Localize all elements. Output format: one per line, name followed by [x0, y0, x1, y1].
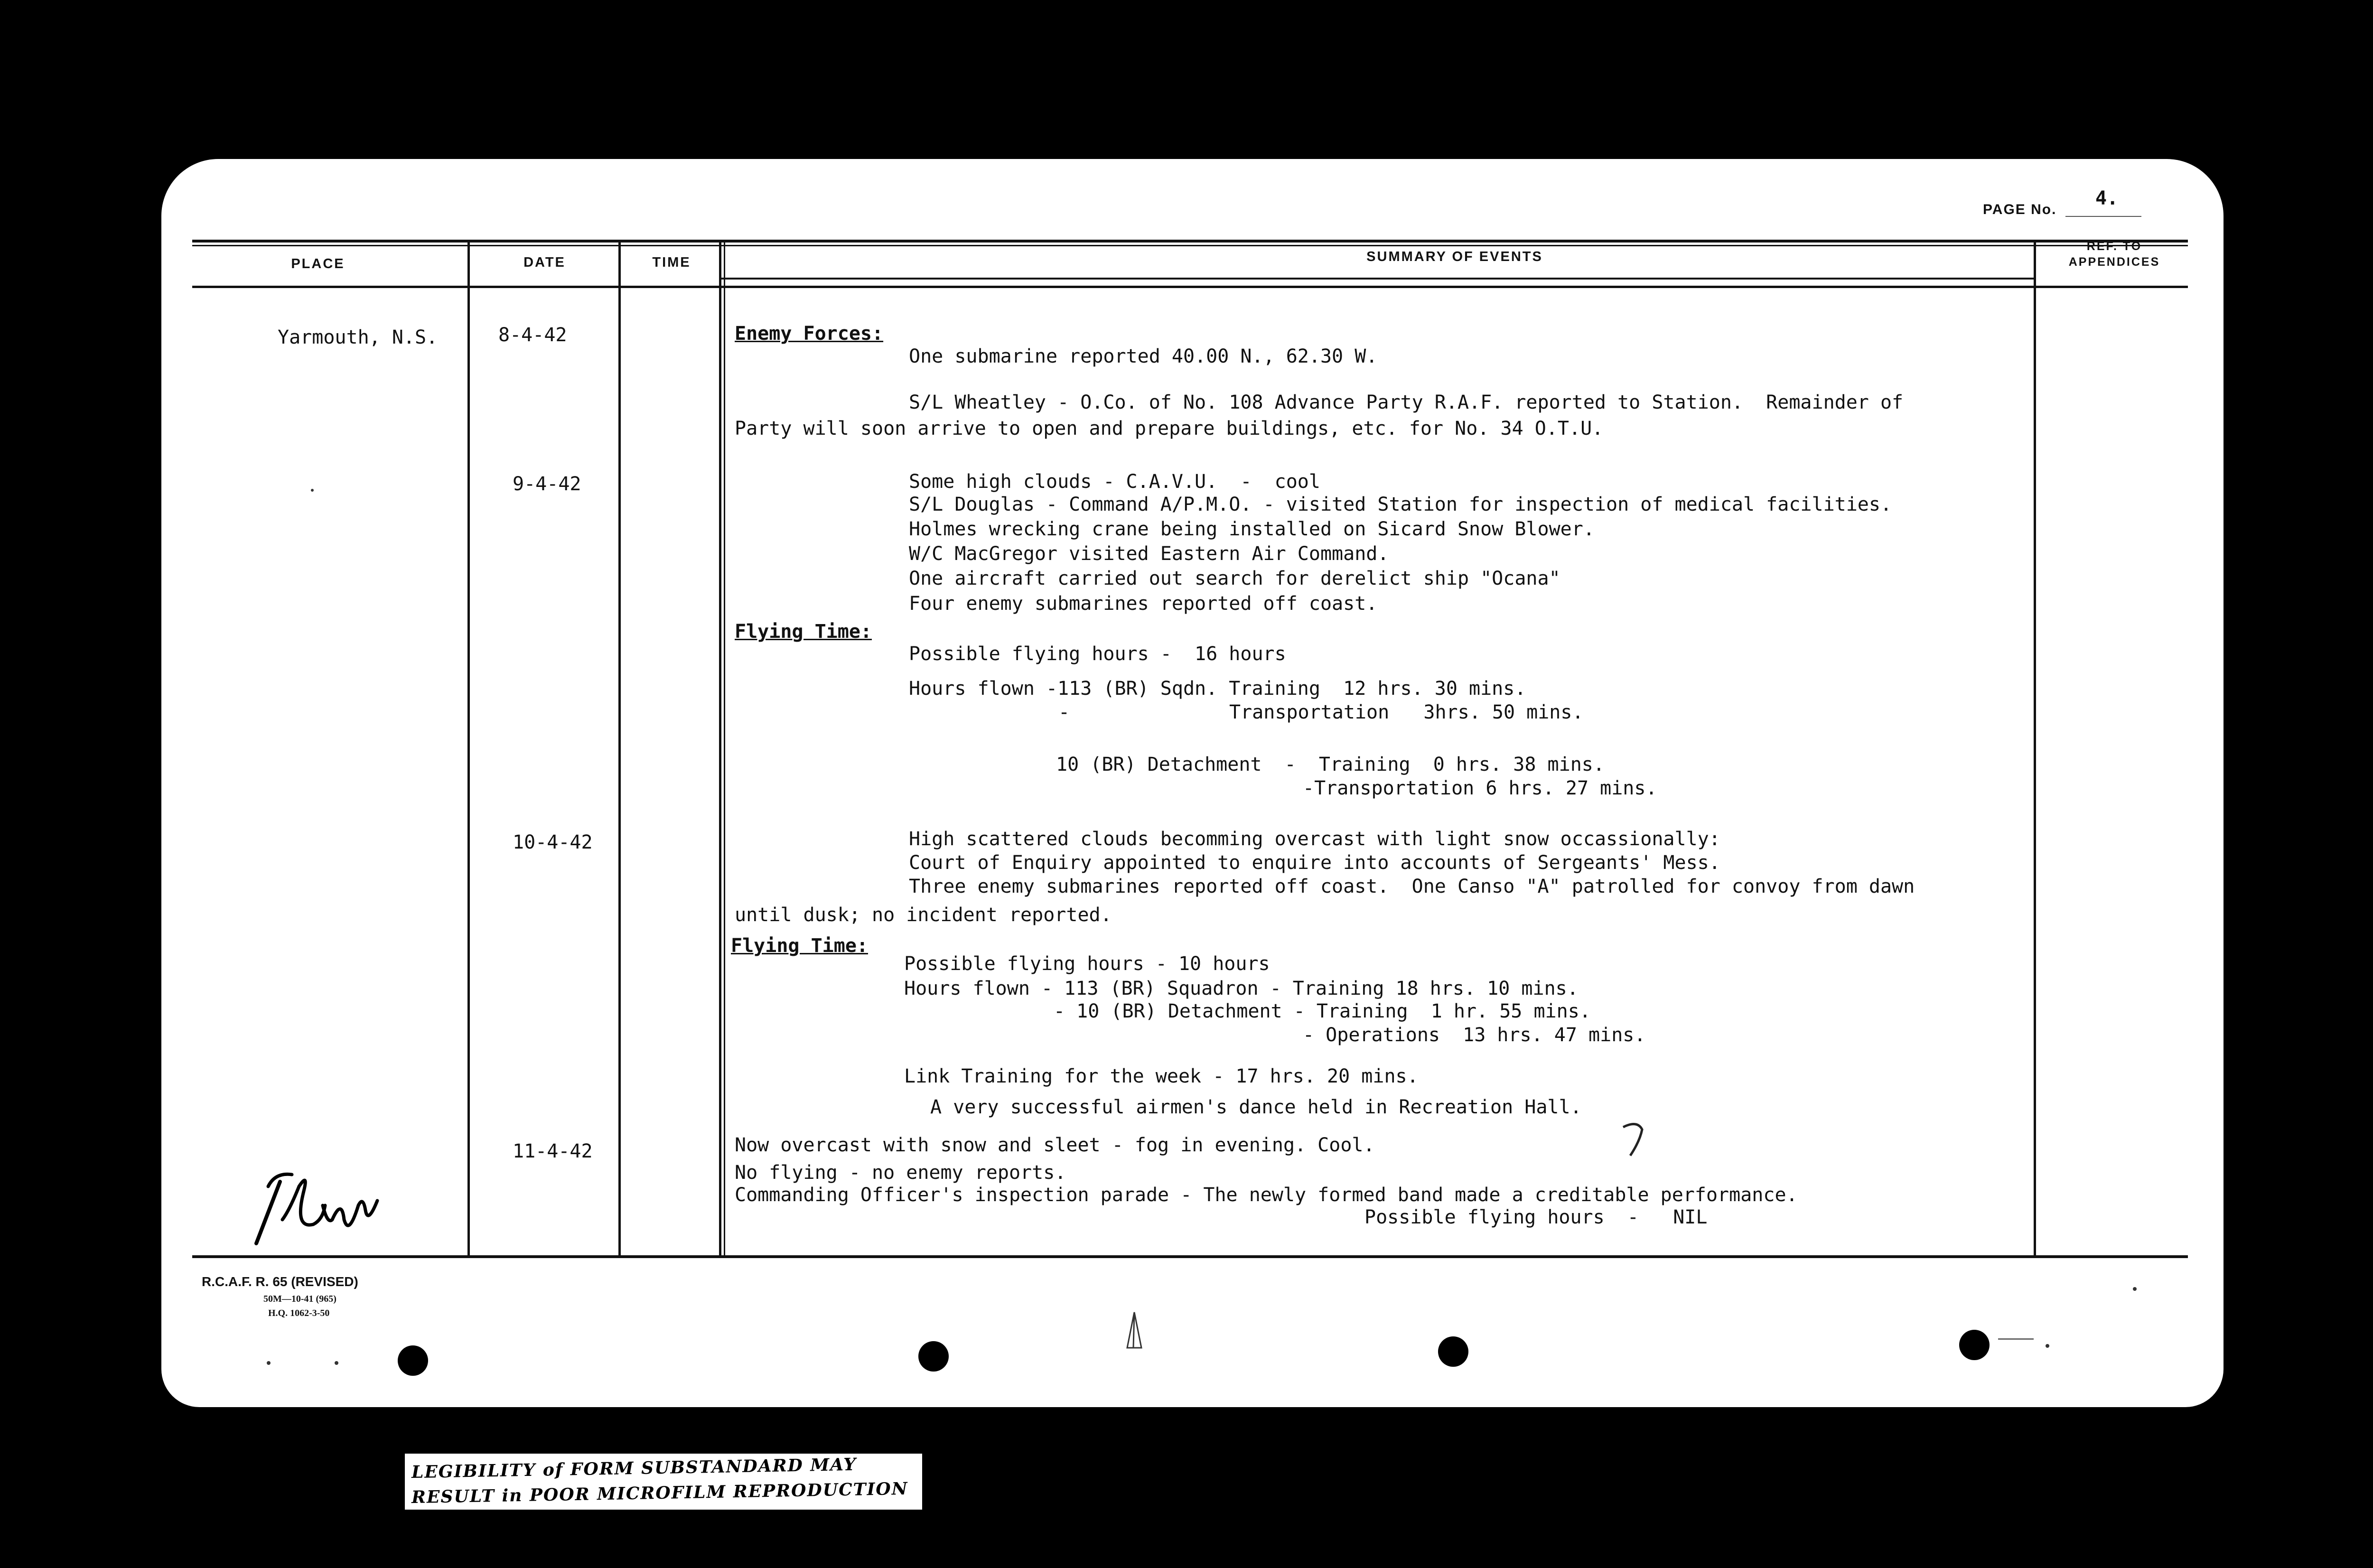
punch-hole	[398, 1345, 428, 1376]
column-header-ref-line2: APPENDICES	[2068, 255, 2160, 269]
summary-line: Now overcast with snow and sleet - fog in evening. Cool.	[735, 1134, 1375, 1156]
summary-header-rule	[721, 278, 2034, 280]
summary-line: Hours flown - 113 (BR) Squadron - Training 18 hrs. 10 mins.	[904, 978, 1579, 999]
date-cell: 8-4-42	[498, 324, 567, 346]
form-hq-ref: H.Q. 1062-3-50	[268, 1308, 330, 1318]
section-heading-flying-time: Flying Time:	[735, 621, 872, 643]
section-heading-enemy-forces: Enemy Forces:	[735, 323, 884, 345]
handwritten-mark	[1618, 1120, 1652, 1163]
column-header-summary: SUMMARY OF EVENTS	[1366, 249, 1543, 264]
film-speck	[2046, 1344, 2049, 1348]
column-header-time: TIME	[652, 255, 691, 270]
summary-line: Link Training for the week - 17 hrs. 20 mins.	[904, 1065, 1419, 1087]
film-speck	[267, 1361, 271, 1365]
divider-date-time	[618, 240, 621, 1258]
summary-line: -	[1058, 701, 1070, 723]
film-blemish	[1120, 1310, 1149, 1353]
summary-line: - 10 (BR) Detachment - Training 1 hr. 55 mins.	[1054, 1000, 1591, 1022]
summary-line: Commanding Officer's inspection parade - The newly formed band made a creditable performance.	[735, 1184, 1798, 1206]
summary-line: Possible flying hours - 16 hours	[909, 643, 1286, 665]
summary-line: Possible flying hours - NIL	[1364, 1206, 1708, 1228]
film-speck	[2133, 1287, 2137, 1291]
summary-line: Hours flown -113 (BR) Sqdn. Training 12 hrs. 30 mins.	[909, 678, 1526, 700]
column-header-place: PLACE	[291, 256, 345, 271]
summary-line: Possible flying hours - 10 hours	[904, 953, 1270, 975]
date-cell: 9-4-42	[513, 473, 581, 495]
film-speck	[335, 1361, 338, 1365]
film-speck	[311, 489, 314, 492]
summary-line: Transportation 3hrs. 50 mins.	[1229, 701, 1584, 723]
signature	[247, 1153, 408, 1253]
summary-line: A very successful airmen's dance held in Recreation Hall.	[930, 1096, 1582, 1118]
summary-line: - Operations 13 hrs. 47 mins.	[1303, 1024, 1646, 1046]
summary-line: Party will soon arrive to open and prepare buildings, etc. for No. 34 O.T.U.	[735, 418, 1604, 439]
microfilm-label-line: LEGIBILITY of FORM SUBSTANDARD MAY	[411, 1454, 857, 1483]
page-number-value: 4.	[2095, 187, 2119, 209]
header-rule-top-2	[192, 245, 2188, 246]
punch-hole	[1959, 1330, 1990, 1360]
punch-hole	[1438, 1336, 1468, 1367]
footer-rule	[192, 1255, 2188, 1258]
date-cell: 10-4-42	[513, 831, 593, 853]
film-scratch	[1998, 1338, 2034, 1340]
summary-line: One submarine reported 40.00 N., 62.30 W.	[909, 345, 1378, 367]
summary-line: Court of Enquiry appointed to enquire into accounts of Sergeants' Mess.	[909, 852, 1720, 874]
section-heading-flying-time: Flying Time:	[731, 935, 868, 957]
summary-line: 10 (BR) Detachment - Training 0 hrs. 38 mins.	[1056, 754, 1605, 775]
column-header-ref-line1: REF. TO	[2086, 240, 2142, 253]
header-rule-top	[192, 240, 2188, 243]
summary-line: -Transportation 6 hrs. 27 mins.	[1303, 777, 1657, 799]
summary-line: Some high clouds - C.A.V.U. - cool	[909, 471, 1320, 493]
divider-summary-ref	[2034, 240, 2036, 1258]
summary-line: Four enemy submarines reported off coast.	[909, 593, 1378, 615]
divider-time-summary	[719, 240, 721, 1258]
divider-time-summary-2	[724, 240, 725, 1258]
form-number: R.C.A.F. R. 65 (REVISED)	[202, 1274, 358, 1289]
microfilm-label-line: RESULT in POOR MICROFILM REPRODUCTION	[411, 1478, 908, 1508]
summary-line: until dusk; no incident reported.	[735, 904, 1112, 926]
summary-line: Holmes wrecking crane being installed on Sicard Snow Blower.	[909, 518, 1595, 540]
summary-line: High scattered clouds becomming overcast with light snow occassionally:	[909, 828, 1720, 850]
punch-hole	[918, 1341, 949, 1372]
page-number-label: PAGE No.	[1983, 202, 2057, 217]
date-cell: 11-4-42	[513, 1140, 593, 1162]
summary-line: Three enemy submarines reported off coast. One Canso "A" patrolled for convoy from dawn	[909, 876, 1915, 897]
header-rule-bottom	[192, 286, 2188, 288]
summary-line: No flying - no enemy reports.	[735, 1162, 1066, 1184]
summary-line: S/L Douglas - Command A/P.M.O. - visited Station for inspection of medical facilities.	[909, 494, 1892, 515]
column-header-date: DATE	[523, 255, 566, 270]
microfilm-legibility-label	[403, 1452, 924, 1511]
place-cell: Yarmouth, N.S.	[278, 327, 438, 348]
summary-line: W/C MacGregor visited Eastern Air Command.	[909, 543, 1389, 565]
summary-line: One aircraft carried out search for derelict ship "Ocana"	[909, 568, 1560, 589]
form-print-run: 50M—10-41 (965)	[263, 1294, 336, 1304]
divider-place-date	[467, 240, 470, 1258]
page-number-underline	[2065, 216, 2141, 217]
summary-line: S/L Wheatley - O.Co. of No. 108 Advance Party R.A.F. reported to Station. Remainder of	[909, 392, 1904, 413]
